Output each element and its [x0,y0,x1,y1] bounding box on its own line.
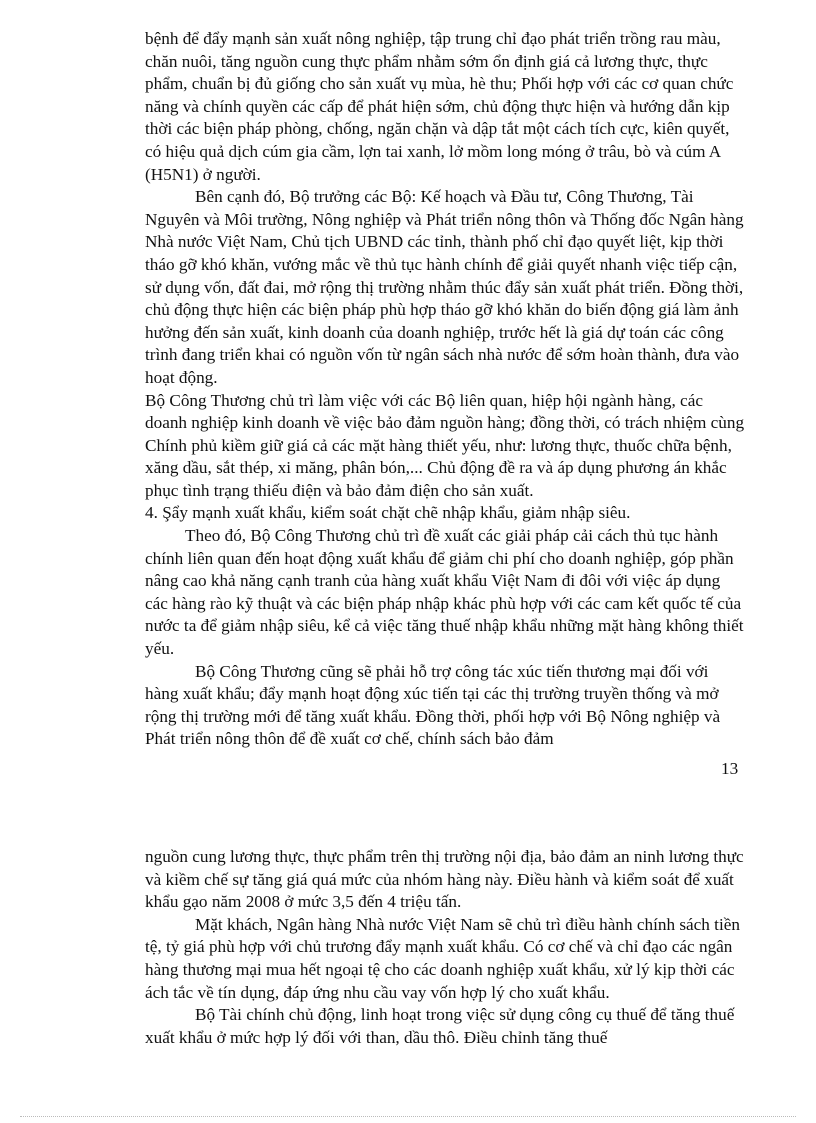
section-heading: 4. Şẩy mạnh xuất khẩu, kiểm soát chặt chẽ nhập khẩu, giảm nhập siêu. [145,503,631,523]
page-13-text [145,28,745,751]
paragraph: Bên cạnh đó, Bộ trưởng các Bộ: Kế hoạch và Đầu tư, Công Thương, Tài Nguyên và Môi trường, Nông nghiệp và Phát triển nông thôn và Thống đốc Ngân hàng Nhà nước Việt Nam, Chủ tịch UBND các tỉnh, thành phố chỉ đạo quyết liệt, kịp thời tháo gỡ khó khăn, vướng mắc về thủ tục hành chính để giải quyết nhanh việc tiếp cận, sử dụng vốn, đất đai, mở rộng thị trường nhằm thúc đẩy sản xuất phát triển. Đồng thời, chủ động thực hiện các biện pháp phù hợp tháo gỡ khó khăn do biến động giá làm ảnh hưởng đến sản xuất, kinh doanh của doanh nghiệp, trước hết là giá dự toán các công trình đang triển khai có nguồn vốn từ ngân sách nhà nước để sớm hoàn thành, đưa vào hoạt động. [145,187,744,387]
page-14-text [145,846,745,1049]
paragraph: Bộ Công Thương chủ trì làm việc với các Bộ liên quan, hiệp hội ngành hàng, các doanh nghiệp kinh doanh về việc bảo đảm nguồn hàng; đồng thời, có trách nhiệm cùng Chính phủ kiềm giữ giá cả các mặt hàng thiết yếu, như: lương thực, thuốc chữa bệnh, xăng dầu, sắt thép, xi măng, phân bón,... Chủ động đề ra và áp dụng phương án khắc phục tình trạng thiếu điện và bảo đảm điện cho sản xuất. [145,390,745,500]
paragraph: nguồn cung lương thực, thực phẩm trên thị trường nội địa, bảo đảm an ninh lương thực và kiềm chế sự tăng giá quá mức của nhóm hàng này. Điều hành và kiểm soát để xuất khẩu gạo năm 2008 ở mức 3,5 đến 4 triệu tấn. [145,847,744,912]
paragraph: Bộ Công Thương cũng sẽ phải hỗ trợ công tác xúc tiến thương mại đối với hàng xuất khẩu; đẩy mạnh hoạt động xúc tiến tại các thị trường truyền thống và mở rộng thị trường mới để tăng xuất khẩu. Đồng thời, phối hợp với Bộ Nông nghiệp và Phát triển nông thôn để đề xuất cơ chế, chính sách bảo đảm [145,661,721,749]
paragraph: Mặt khách, Ngân hàng Nhà nước Việt Nam sẽ chủ trì điều hành chính sách tiền tệ, tỷ giá phù hợp với chủ trương đẩy mạnh xuất khẩu. Có cơ chế và chỉ đạo các ngân hàng thương mại mua hết ngoại tệ cho các doanh nghiệp xuất khẩu, xử lý kịp thời các ách tắc về tín dụng, đáp ứng nhu cầu vay vốn hợp lý cho xuất khẩu. [145,914,740,1002]
paragraph: Bộ Tài chính chủ động, linh hoạt trong việc sử dụng công cụ thuế để tăng thuế xuất khẩu ở mức hợp lý đối với than, dầu thô. Điều chỉnh tăng thuế [145,1005,735,1047]
page-bottom-rule [20,1116,796,1117]
page-number: 13 [721,759,739,778]
paragraph: bệnh để đẩy mạnh sản xuất nông nghiệp, tập trung chỉ đạo phát triển trồng rau màu, chăn nuôi, tăng nguồn cung thực phẩm nhằm sớm ổn định giá cả lương thực, thực phẩm, chuẩn bị đủ giống cho sản xuất vụ mùa, hè thu; Phối hợp với các cơ quan chức năng và chính quyền các cấp để phát hiện sớm, chủ động thực hiện và hướng dẫn kịp thời các biện pháp phòng, chống, ngăn chặn và dập tắt một cách tích cực, kiên quyết, có hiệu quả dịch cúm gia cầm, lợn tai xanh, lở mồm long móng ở trâu, bò và cúm A (H5N1) ở người. [145,29,734,184]
paragraph: Theo đó, Bộ Công Thương chủ trì đề xuất các giải pháp cải cách thủ tục hành chính liên quan đến hoạt động xuất khẩu để giảm chi phí cho doanh nghiệp, góp phần nâng cao khả năng cạnh tranh của hàng xuất khẩu Việt Nam đi đôi với việc áp dụng các hàng rào kỹ thuật và các biện pháp nhập khác phù hợp với các cam kết quốc tế của nước ta để giảm nhập siêu, kể cả việc tăng thuế nhập khẩu những mặt hàng không thiết yếu. [145,526,744,659]
